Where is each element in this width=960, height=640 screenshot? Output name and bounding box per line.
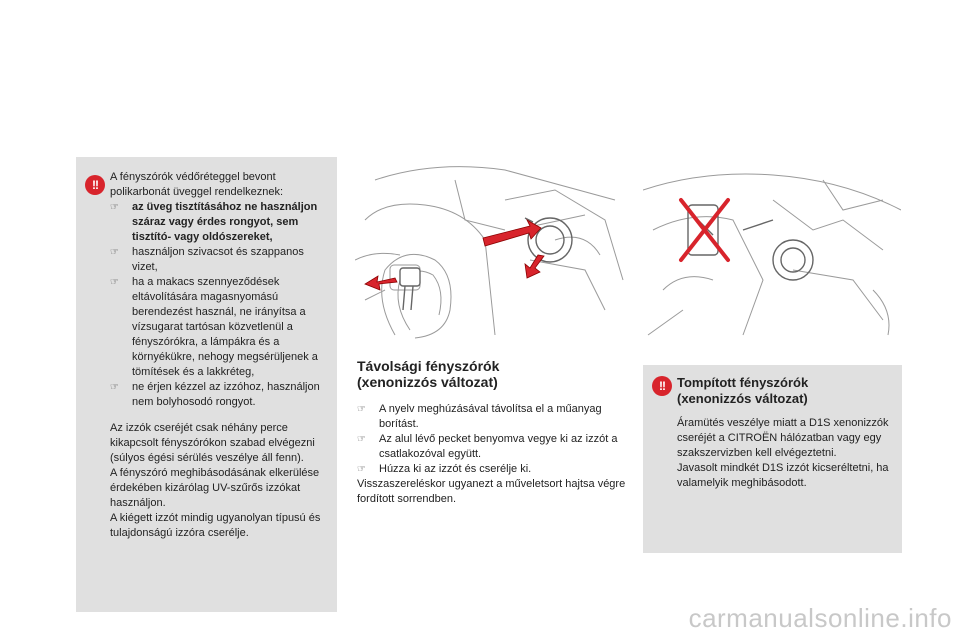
list-item: ☞ ha a makacs szennyeződések eltávolítására magasnyomású berendezést használ, ne irányítsa a vízsugarat tartósan közvetlenül a fényszórókra, a lámpákra és a környékükre, nehogy megsérüljenek a tömítések és a lakkréteg, — [110, 275, 327, 380]
low-beam-title — [677, 375, 894, 407]
section-title-main: Távolsági fényszórók — [357, 358, 500, 374]
section-subtitle: (xenonizzós változat) — [357, 374, 498, 390]
low-beam-subtitle: (xenonizzós változat) — [677, 391, 808, 406]
warning-icon: !! — [85, 175, 105, 195]
note-paragraph: A kiégett izzót mindig ugyanolyan típusú és tulajdonságú izzóra cserélje. — [110, 512, 321, 539]
warning-icon: !! — [652, 376, 672, 396]
list-item: ☞ ne érjen kézzel az izzóhoz, használjon nem bolyhosodó rongyot. — [110, 380, 327, 410]
headlamp-illustration-low-beam — [643, 160, 901, 340]
warning-panel-low-beam — [643, 365, 902, 553]
care-bullet-list — [110, 200, 327, 410]
list-item: ☞ A nyelv meghúzásával távolítsa el a műanyag borítást. — [357, 402, 627, 432]
headlamp-illustration-high-beam — [355, 160, 625, 340]
care-intro: A fényszórók védőréteggel bevont polikarbonát üveggel rendelkeznek: — [110, 171, 284, 198]
note-paragraph: A fényszóró meghibásodásának elkerülése érdekében kizárólag UV-szűrős izzókat használjon. — [110, 467, 320, 509]
list-item: ☞ használjon szivacsot és szappanos vizet, — [110, 245, 327, 275]
list-item: ☞ Húzza ki az izzót és cserélje ki. — [357, 462, 627, 477]
low-beam-warning-text: Áramütés veszélye miatt a D1S xenonizzók cseréjét a CITROËN hálózatban vagy egy szakszervizben kell elvégeztetni. — [677, 417, 889, 459]
list-item: ☞ Az alul lévő pecket benyomva vegye ki az izzót a csatlakozóval együtt. — [357, 432, 627, 462]
reassembly-note: Visszaszereléskor ugyanezt a műveletsort hajtsa végre fordított sorrendben. — [357, 478, 626, 505]
high-beam-steps — [357, 402, 627, 477]
section-title — [357, 358, 627, 390]
list-item: ☞ az üveg tisztításához ne használjon száraz vagy érdes rongyot, sem tisztító- vagy oldószereket, — [110, 200, 327, 245]
high-beam-section — [357, 358, 627, 507]
low-beam-advice-text: Javasolt mindkét D1S izzót kicseréltetni, ha valamelyik meghibásodott. — [677, 462, 889, 489]
low-beam-title-main: Tompított fényszórók — [677, 375, 809, 390]
note-paragraph: Az izzók cseréjét csak néhány perce kikapcsolt fényszórókon szabad elvégezni (súlyos égési sérülés veszélye áll fenn). — [110, 422, 315, 464]
bulb-change-note — [110, 421, 327, 541]
warning-panel-care — [76, 157, 337, 612]
footer-watermark: carmanualsonline.info — [688, 603, 952, 633]
